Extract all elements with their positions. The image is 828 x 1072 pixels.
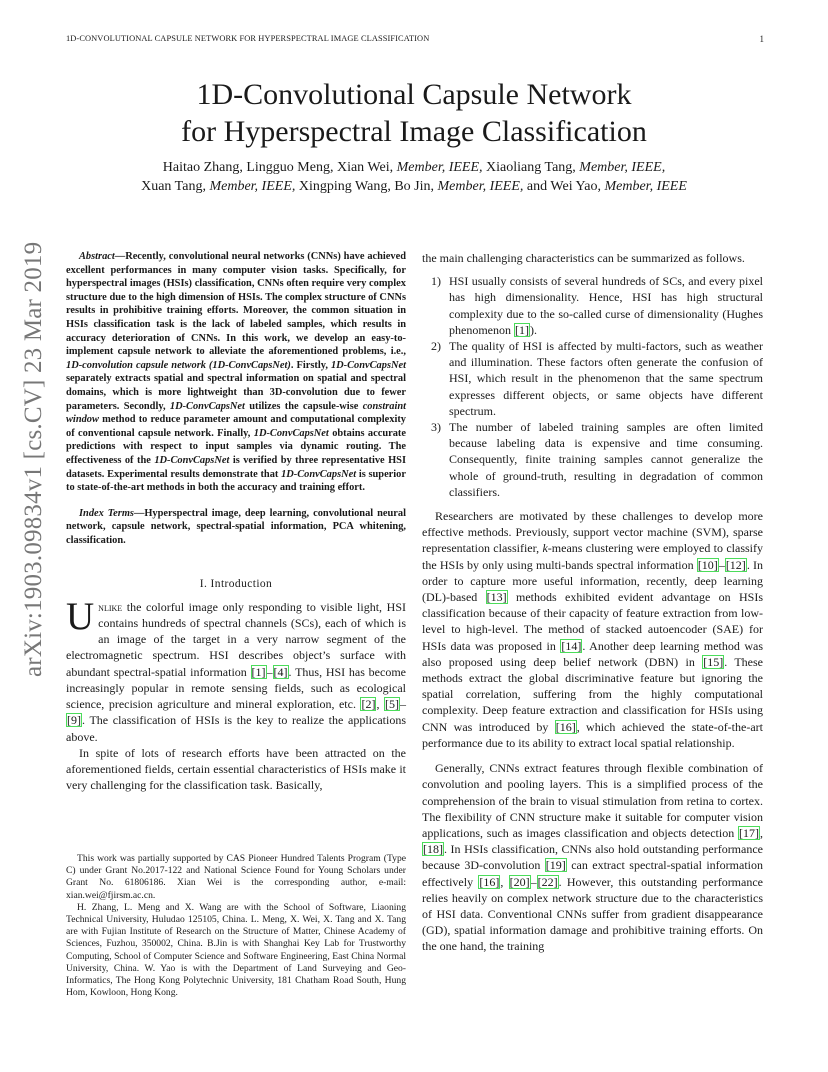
footnote-affiliations: H. Zhang, L. Meng and X. Wang are with the School of Software, Liaoning Technical University, Huludao 125105, China. L. Meng, X. Wei, X. Tang and X. Tang are with Fujian Institute of Research on the Structure of Matter, Chinese Academy of Sciences, Fuzhou, 350002, China. B.Jin is with Shanghai Key Lab for Trustworthy Computing, School of Computer Science and Software Engineering, East China Normal University, China. W. Yao is with the Department of Land Surveying and Geo-Informatics, The Hong Kong Polytechnic University, 181 Chatham Road South, Hung Hom, Kowloon, Hong Kong. <box>66 901 406 999</box>
list-text: The quality of HSI is affected by multi-factors, such as weather and illumination. These factors often generate the confusion of HSI, which result in the phenomenon that the same spectrum expresses different objects, or same objects have different spectrum. <box>449 339 763 418</box>
list-text: The number of labeled training samples are often limited because labeling data is expensive and time consuming. Consequently, finite training samples cannot generalize the whole of ground-truth, resulting in degradation of common classifiers. <box>449 420 763 499</box>
abstract-text: separately extracts spatial and spectral information on spatial and spectral domains, which is more lightweight than 3D-convolution due to fewer parameters. Secondly, <box>66 373 406 412</box>
body-italic: k <box>542 541 548 556</box>
citation-link[interactable]: [17] <box>739 825 759 840</box>
section-heading-introduction: I. Introduction <box>199 578 273 591</box>
citation-link[interactable]: [13] <box>486 590 507 605</box>
intro-text: the colorful image only responding to visible light, HSI contains hundreds of spectral channels (SCs), each of which is an image of the target in a very narrow segment of the electromagnetic spectrum. HSI describes object’s surface with abundant spectral-spatial information <box>66 599 406 679</box>
abstract-text: . Firstly, <box>290 359 331 371</box>
intro-text: . Thus, HSI has become increasingly popular in remote sensing fields, such as ecological science, precision agriculture and mineral exploration, etc. <box>66 664 406 712</box>
page-number: 1 <box>759 34 764 44</box>
abstract-italic: 1D-ConvCapsNet <box>154 454 230 466</box>
abstract-italic: 1D-ConvCapsNet <box>169 400 245 412</box>
list-number: 2) <box>431 339 441 354</box>
citation-link[interactable]: [2] <box>361 697 376 712</box>
author-affil: Member, IEEE, <box>579 160 666 175</box>
intro-text: , <box>376 697 384 712</box>
author-text: Xuan Tang, <box>141 179 210 194</box>
intro-text: . The classification of HSIs is the key to realize the applications above. <box>66 713 406 744</box>
citation-link[interactable]: [12] <box>725 557 746 572</box>
abstract-text: is verified by three representative HSI datasets. Experimental results demonstrate that <box>66 454 407 480</box>
paragraph-gap <box>422 751 763 760</box>
author-text: Haitao Zhang, Lingguo Meng, Xian Wei, <box>162 160 397 175</box>
citation-link[interactable]: [16] <box>479 874 500 889</box>
body-text: . Another deep learning method was also proposed using deep belief network (DBN) in <box>422 638 763 669</box>
body-text: . In HSIs classification, CNNs also hold outstanding performance because 3D-convolution <box>422 842 763 873</box>
author-affil: Member, IEEE <box>604 179 687 194</box>
intro-text: – <box>266 664 273 679</box>
citation-link[interactable]: [10] <box>697 557 718 572</box>
footnote-funding: This work was partially supported by CAS Pioneer Hundred Talents Program (Type C) under Grant No.2017-122 and National Science Found for Young Scholars under Grant No. 61806186. Xian Wei is the corresponding author, e-mail: xian.wei@fjirsm.ac.cn. <box>66 853 406 901</box>
author-list <box>0 158 828 196</box>
author-text: Xiaoliang Tang, <box>482 160 580 175</box>
abstract-text: utilizes the capsule-wise <box>244 400 363 412</box>
body-text: , <box>500 874 509 889</box>
left-column <box>66 250 406 793</box>
right-paragraph-2 <box>422 760 763 954</box>
abstract-italic: 1D-convolution capsule network (1D-ConvCapsNet) <box>66 359 291 371</box>
body-text: , which achieved the state-of-the-art performance due to its ability to extract local spatial relationship. <box>422 719 763 750</box>
citation-link[interactable]: [1] <box>515 322 529 337</box>
footnotes <box>66 853 406 999</box>
intro-text: – <box>400 697 406 712</box>
author-affil: Member, IEEE, <box>209 179 296 194</box>
intro-paragraph-2: In spite of lots of research efforts have been attracted on the aforementioned fields, certain essential characteristics of HSIs make it very challenging for the classification task. Basically, <box>66 745 406 793</box>
list-item <box>422 273 763 338</box>
list-item <box>422 419 763 500</box>
body-text: -means clustering were employed to classify the HSIs by only using multi-bands spectral information <box>422 541 763 572</box>
citation-link[interactable]: [20] <box>509 874 530 889</box>
abstract-text: is superior to state-of-the-art methods in both the accuracy and training effort. <box>66 468 406 494</box>
right-paragraph-0: the main challenging characteristics can be summarized as follows. <box>422 251 745 265</box>
author-line-1 <box>0 158 828 177</box>
citation-link[interactable]: [14] <box>561 638 582 653</box>
author-text: and Wei Yao, <box>523 179 605 194</box>
title-line-1: 1D-Convolutional Capsule Network <box>196 78 632 111</box>
citation-link[interactable]: [19] <box>545 858 566 873</box>
author-affil: Member, IEEE, <box>437 179 524 194</box>
abstract-text: method to reduce parameter amount and computational complexity of conventional capsule network. Finally, <box>66 414 406 439</box>
citation-link[interactable]: [9] <box>67 713 81 728</box>
body-text: Researchers are motivated by these challenges to develop more effective methods. Previously, support vector machine (SVM), sparse representation classifier, <box>422 509 763 556</box>
author-affil: Member, IEEE, <box>396 160 483 175</box>
body-text: can extract spectral-spatial information effectively <box>422 858 763 889</box>
citation-link[interactable]: [1] <box>251 664 266 679</box>
citation-link[interactable]: [15] <box>703 654 724 669</box>
citation-link[interactable]: [22] <box>537 874 558 889</box>
challenge-list <box>422 273 763 500</box>
list-item <box>422 338 763 419</box>
citation-link[interactable]: [4] <box>273 664 288 679</box>
body-text: . However, this outstanding performance relies heavily on complex network structure due to the characteristics of HSI data. Conventional CNNs suffer from gradient disappearance (GD), spatial information damage and prohibitive training efforts. On the one hand, the training <box>422 874 763 954</box>
abstract-italic: 1D-ConvCapsNet <box>253 427 329 439</box>
abstract-italic: 1D-ConvCapsNet <box>330 359 406 371</box>
abstract-text: —Recently, convolutional neural networks (CNNs) have achieved excellent performances in many computer vision tasks. Specifically, for hyperspectral images (HSIs) classification, CNNs often require very complex structure due to the high dimension of HSIs. The complex structure of CNNs results in prohibitive training efforts. Moreover, the common situation in HSIs classification task is the lack of labeled samples, which results in accuracy deterioration of CNNs. In this work, we develop an easy-to-implement capsule network to alleviate the aforementioned problems, i.e., <box>66 251 406 358</box>
paper-title <box>0 76 828 150</box>
abstract-lead: Abstract <box>79 251 115 262</box>
author-line-2 <box>0 177 828 196</box>
drop-cap: U <box>66 594 95 638</box>
running-title: 1D-CONVOLUTIONAL CAPSULE NETWORK FOR HYPERSPECTRAL IMAGE CLASSIFICATION <box>66 34 430 43</box>
list-number: 3) <box>431 420 441 435</box>
body-text: . In order to capture more useful information, recently, deep learning (DL)-based <box>422 557 763 605</box>
citation-link[interactable]: [5] <box>385 697 399 712</box>
abstract <box>66 250 406 495</box>
body-text: . These methods extract the global discriminative feature but ignoring the spatial correlation, suffering from the highly computational complexity. Deep feature extraction and classification for HSIs using CNN was introduced by <box>422 654 764 734</box>
index-terms-text: —Hyperspectral image, deep learning, convolutional neural network, capsule network, spectral-spatial information, PCA whitening, classification. <box>66 507 406 546</box>
right-paragraph-1 <box>422 508 763 751</box>
right-column <box>422 250 763 955</box>
intro-paragraph-1 <box>66 594 406 745</box>
body-text: methods exhibited evident advantage on HSIs classification because of their capacity of feature extraction from low-level to high-level. The method of stacked autoencoder (SAE) for HSIs data was proposed in <box>422 590 763 653</box>
intro-first-word: nlike <box>98 599 123 614</box>
abstract-italic: constraint window <box>66 400 406 426</box>
author-text: Xingping Wang, Bo Jin, <box>295 179 438 194</box>
citation-link[interactable]: [18] <box>423 842 443 857</box>
index-terms-lead: Index Terms <box>79 507 134 519</box>
citation-link[interactable]: [16] <box>555 719 576 734</box>
body-text: – <box>530 874 537 889</box>
title-line-2: for Hyperspectral Image Classification <box>181 115 647 148</box>
abstract-italic: 1D-ConvCapsNet <box>281 468 357 480</box>
index-terms <box>66 507 406 548</box>
body-text: – <box>718 557 725 572</box>
list-text: ). <box>530 322 537 337</box>
arxiv-stamp: arXiv:1903.09834v1 [cs.CV] 23 Mar 2019 <box>20 241 47 677</box>
list-number: 1) <box>431 274 441 289</box>
body-text: Generally, CNNs extract features through flexible combination of convolution and pooling layers. This is a simplified process of the comprehension of the brain to visual stimulation from retina to cortex. The flexibility of CNN structure make it suitable for computer vision applications, such as images classification and objects detection <box>422 761 763 840</box>
list-text: HSI usually consists of several hundreds of SCs, and every pixel has high dimensionality. Hence, HSI has high structural complexity due to the so-called curse of dimensionality (Hughes phenomenon <box>449 274 763 337</box>
abstract-text: obtains accurate predictions with respect to input samples via dynamic routing. The effectiveness of the <box>66 427 406 466</box>
body-text: , <box>760 825 763 840</box>
